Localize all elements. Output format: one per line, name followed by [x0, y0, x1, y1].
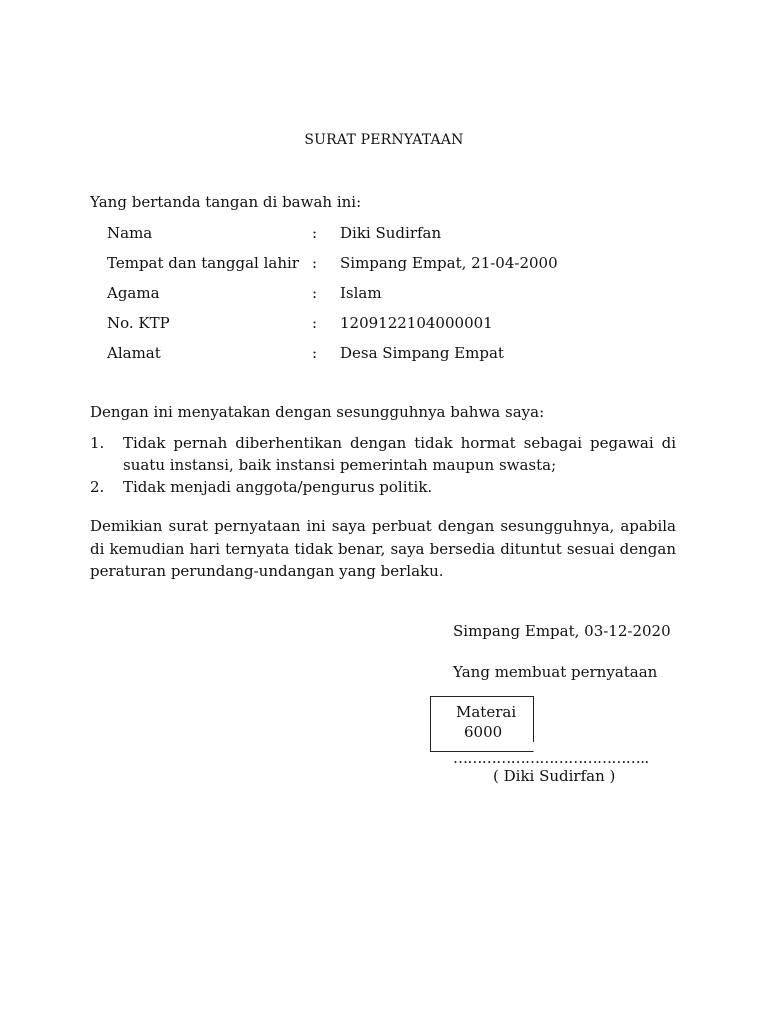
- list-item: [90, 476, 676, 498]
- identity-label: No. KTP: [107, 314, 170, 332]
- identity-colon: :: [312, 254, 318, 272]
- identity-value: 1209122104000001: [340, 314, 493, 332]
- identity-value: Diki Sudirfan: [340, 224, 442, 242]
- identity-row-ktp: [107, 312, 627, 342]
- identity-row-nama: [107, 222, 627, 252]
- identity-colon: :: [312, 344, 318, 362]
- closing-paragraph: Demikian surat pernyataan ini saya perbuat dengan sesungguhnya, apabila di kemudian hari ternyata tidak benar, saya bersedia dituntut sesuai dengan peraturan perundang-undangan yang berlaku.: [90, 517, 676, 580]
- identity-row-agama: [107, 282, 627, 312]
- stamp-border-edge: [533, 696, 534, 742]
- signer-name: ( Diki Sudirfan ): [493, 767, 616, 785]
- list-item-text: Tidak pernah diberhentikan dengan tidak hormat sebagai pegawai di suatu instansi, baik instansi pemerintah maupun swasta;: [123, 434, 676, 474]
- identity-label: Tempat dan tanggal lahir: [107, 254, 299, 272]
- stamp-box: [430, 696, 534, 752]
- list-item: [90, 432, 676, 476]
- intro-text: Yang bertanda tangan di bawah ini:: [90, 193, 362, 211]
- identity-value: Desa Simpang Empat: [340, 344, 504, 362]
- identity-row-alamat: [107, 342, 627, 372]
- document-title: SURAT PERNYATAAN: [304, 132, 464, 148]
- identity-table: [107, 222, 627, 372]
- identity-label: Nama: [107, 224, 153, 242]
- identity-label: Alamat: [107, 344, 161, 362]
- list-number: 1.: [90, 434, 105, 452]
- statement-list: [90, 432, 676, 498]
- identity-value: Simpang Empat, 21-04-2000: [340, 254, 558, 272]
- identity-colon: :: [312, 314, 318, 332]
- stamp-label: Materai: [456, 703, 517, 721]
- statement-text: Dengan ini menyatakan dengan sesungguhnya bahwa saya:: [90, 403, 545, 421]
- list-number: 2.: [90, 478, 105, 496]
- maker-label: Yang membuat pernyataan: [453, 663, 658, 681]
- identity-label: Agama: [107, 284, 160, 302]
- stamp-value: 6000: [464, 723, 503, 741]
- identity-row-birth: [107, 252, 627, 282]
- identity-value: Islam: [340, 284, 382, 302]
- list-item-text: Tidak menjadi anggota/pengurus politik.: [123, 478, 433, 496]
- signature-line: …………………………………..: [453, 749, 649, 767]
- place-date: Simpang Empat, 03-12-2020: [453, 622, 671, 640]
- identity-colon: :: [312, 224, 318, 242]
- identity-colon: :: [312, 284, 318, 302]
